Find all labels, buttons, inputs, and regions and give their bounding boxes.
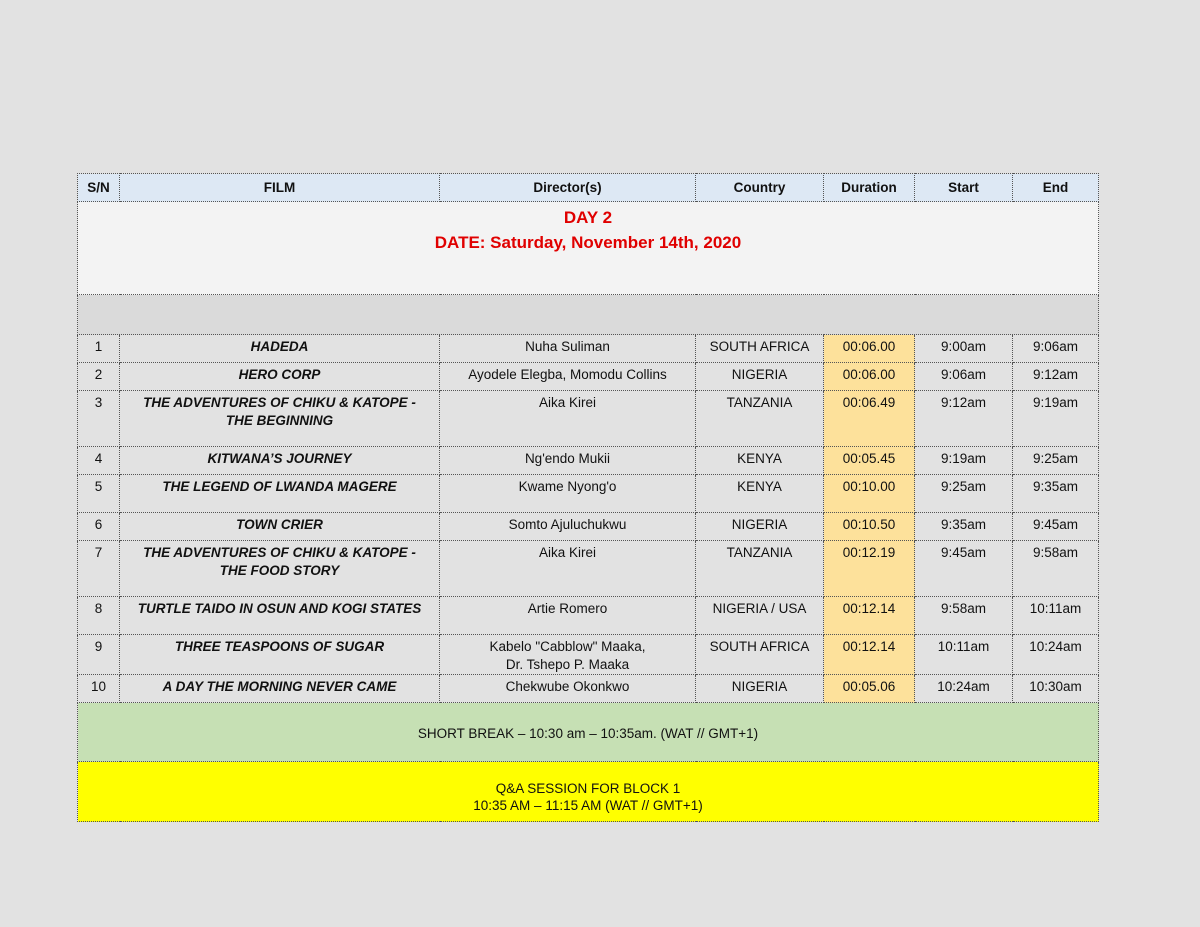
table-row — [78, 675, 1099, 703]
directors-cell — [440, 541, 696, 597]
col-header-end: End — [1013, 174, 1099, 202]
directors-cell — [440, 597, 696, 635]
duration-cell: 00:10.00 — [824, 475, 915, 513]
sn-cell: 1 — [78, 335, 120, 363]
film-cell: THE ADVENTURES OF CHIKU & KATOPE - THE FOOD STORY — [120, 541, 440, 597]
schedule-sheet — [77, 173, 1098, 822]
film-cell: THREE TEASPOONS OF SUGAR — [120, 635, 440, 675]
director-name: Ayodele Elegba, Momodu Collins — [468, 367, 667, 382]
table-row — [78, 363, 1099, 391]
sn-cell: 2 — [78, 363, 120, 391]
table-row — [78, 447, 1099, 475]
director-name: Ng'endo Mukii — [524, 451, 611, 466]
country-cell: TANZANIA — [696, 541, 824, 597]
sn-cell: 4 — [78, 447, 120, 475]
table-row — [78, 635, 1099, 675]
qa-session-title: Q&A SESSION FOR BLOCK 1 — [495, 781, 681, 796]
end-cell: 10:30am — [1013, 675, 1099, 703]
qa-session-cell — [78, 762, 1099, 822]
duration-cell: 00:05.45 — [824, 447, 915, 475]
short-break-cell: SHORT BREAK – 10:30 am – 10:35am. (WAT // GMT+1) — [78, 703, 1099, 762]
country-cell: NIGERIA / USA — [696, 597, 824, 635]
directors-cell — [440, 475, 696, 513]
col-header-duration: Duration — [824, 174, 915, 202]
director-name: Aika Kirei — [538, 395, 597, 410]
sn-cell: 7 — [78, 541, 120, 597]
director-name: Aika Kirei — [538, 545, 597, 560]
film-cell: KITWANA’S JOURNEY — [120, 447, 440, 475]
country-cell: NIGERIA — [696, 675, 824, 703]
table-row — [78, 391, 1099, 447]
end-cell: 10:11am — [1013, 597, 1099, 635]
column-header-row — [78, 174, 1099, 202]
title-row — [78, 202, 1099, 295]
short-break-row — [78, 703, 1099, 762]
table-row — [78, 335, 1099, 363]
col-header-film: FILM — [120, 174, 440, 202]
sn-cell: 9 — [78, 635, 120, 675]
day-title: DAY 2 — [563, 208, 613, 227]
director-name: Kabelo "Cabblow" Maaka, — [489, 639, 646, 654]
directors-cell — [440, 447, 696, 475]
director-name: Artie Romero — [527, 601, 608, 616]
directors-cell — [440, 363, 696, 391]
director-name: Dr. Tshepo P. Maaka — [505, 657, 630, 672]
start-cell: 9:00am — [915, 335, 1013, 363]
table-row — [78, 513, 1099, 541]
start-cell: 9:12am — [915, 391, 1013, 447]
country-cell: KENYA — [696, 447, 824, 475]
start-cell: 10:11am — [915, 635, 1013, 675]
title-cell — [78, 202, 1099, 295]
country-cell: NIGERIA — [696, 513, 824, 541]
directors-cell — [440, 335, 696, 363]
start-cell: 9:06am — [915, 363, 1013, 391]
sn-cell: 10 — [78, 675, 120, 703]
col-header-country: Country — [696, 174, 824, 202]
date-title: DATE: Saturday, November 14th, 2020 — [434, 233, 742, 252]
start-cell: 9:45am — [915, 541, 1013, 597]
qa-session-time: 10:35 AM – 11:15 AM (WAT // GMT+1) — [473, 798, 703, 813]
sn-cell: 8 — [78, 597, 120, 635]
directors-cell — [440, 391, 696, 447]
film-cell: THE LEGEND OF LWANDA MAGERE — [120, 475, 440, 513]
film-cell: TURTLE TAIDO IN OSUN AND KOGI STATES — [120, 597, 440, 635]
spacer-cell — [78, 295, 1099, 335]
country-cell: TANZANIA — [696, 391, 824, 447]
table-row — [78, 541, 1099, 597]
directors-cell — [440, 675, 696, 703]
start-cell: 9:25am — [915, 475, 1013, 513]
end-cell: 9:58am — [1013, 541, 1099, 597]
director-name: Kwame Nyong'o — [518, 479, 617, 494]
end-cell: 9:19am — [1013, 391, 1099, 447]
start-cell: 9:35am — [915, 513, 1013, 541]
col-header-directors: Director(s) — [440, 174, 696, 202]
film-cell: TOWN CRIER — [120, 513, 440, 541]
end-cell: 9:12am — [1013, 363, 1099, 391]
start-cell: 9:19am — [915, 447, 1013, 475]
director-name: Nuha Suliman — [525, 339, 610, 354]
sn-cell: 3 — [78, 391, 120, 447]
duration-cell: 00:06.49 — [824, 391, 915, 447]
end-cell: 9:45am — [1013, 513, 1099, 541]
country-cell: SOUTH AFRICA — [696, 335, 824, 363]
duration-cell: 00:12.19 — [824, 541, 915, 597]
sn-cell: 6 — [78, 513, 120, 541]
duration-cell: 00:06.00 — [824, 335, 915, 363]
start-cell: 9:58am — [915, 597, 1013, 635]
spacer-row — [78, 295, 1099, 335]
film-cell: A DAY THE MORNING NEVER CAME — [120, 675, 440, 703]
qa-session-row — [78, 762, 1099, 822]
end-cell: 9:25am — [1013, 447, 1099, 475]
table-row — [78, 597, 1099, 635]
country-cell: SOUTH AFRICA — [696, 635, 824, 675]
director-name: Chekwube Okonkwo — [505, 679, 630, 694]
directors-cell — [440, 513, 696, 541]
film-cell: HADEDA — [120, 335, 440, 363]
country-cell: NIGERIA — [696, 363, 824, 391]
end-cell: 10:24am — [1013, 635, 1099, 675]
duration-cell: 00:05.06 — [824, 675, 915, 703]
film-cell: THE ADVENTURES OF CHIKU & KATOPE - THE BEGINNING — [120, 391, 440, 447]
film-cell: HERO CORP — [120, 363, 440, 391]
duration-cell: 00:12.14 — [824, 635, 915, 675]
end-cell: 9:06am — [1013, 335, 1099, 363]
table-row — [78, 475, 1099, 513]
col-header-sn: S/N — [78, 174, 120, 202]
end-cell: 9:35am — [1013, 475, 1099, 513]
schedule-table — [77, 173, 1099, 822]
directors-cell — [440, 635, 696, 675]
sn-cell: 5 — [78, 475, 120, 513]
country-cell: KENYA — [696, 475, 824, 513]
director-name: Somto Ajuluchukwu — [508, 517, 627, 532]
start-cell: 10:24am — [915, 675, 1013, 703]
duration-cell: 00:10.50 — [824, 513, 915, 541]
duration-cell: 00:06.00 — [824, 363, 915, 391]
duration-cell: 00:12.14 — [824, 597, 915, 635]
col-header-start: Start — [915, 174, 1013, 202]
